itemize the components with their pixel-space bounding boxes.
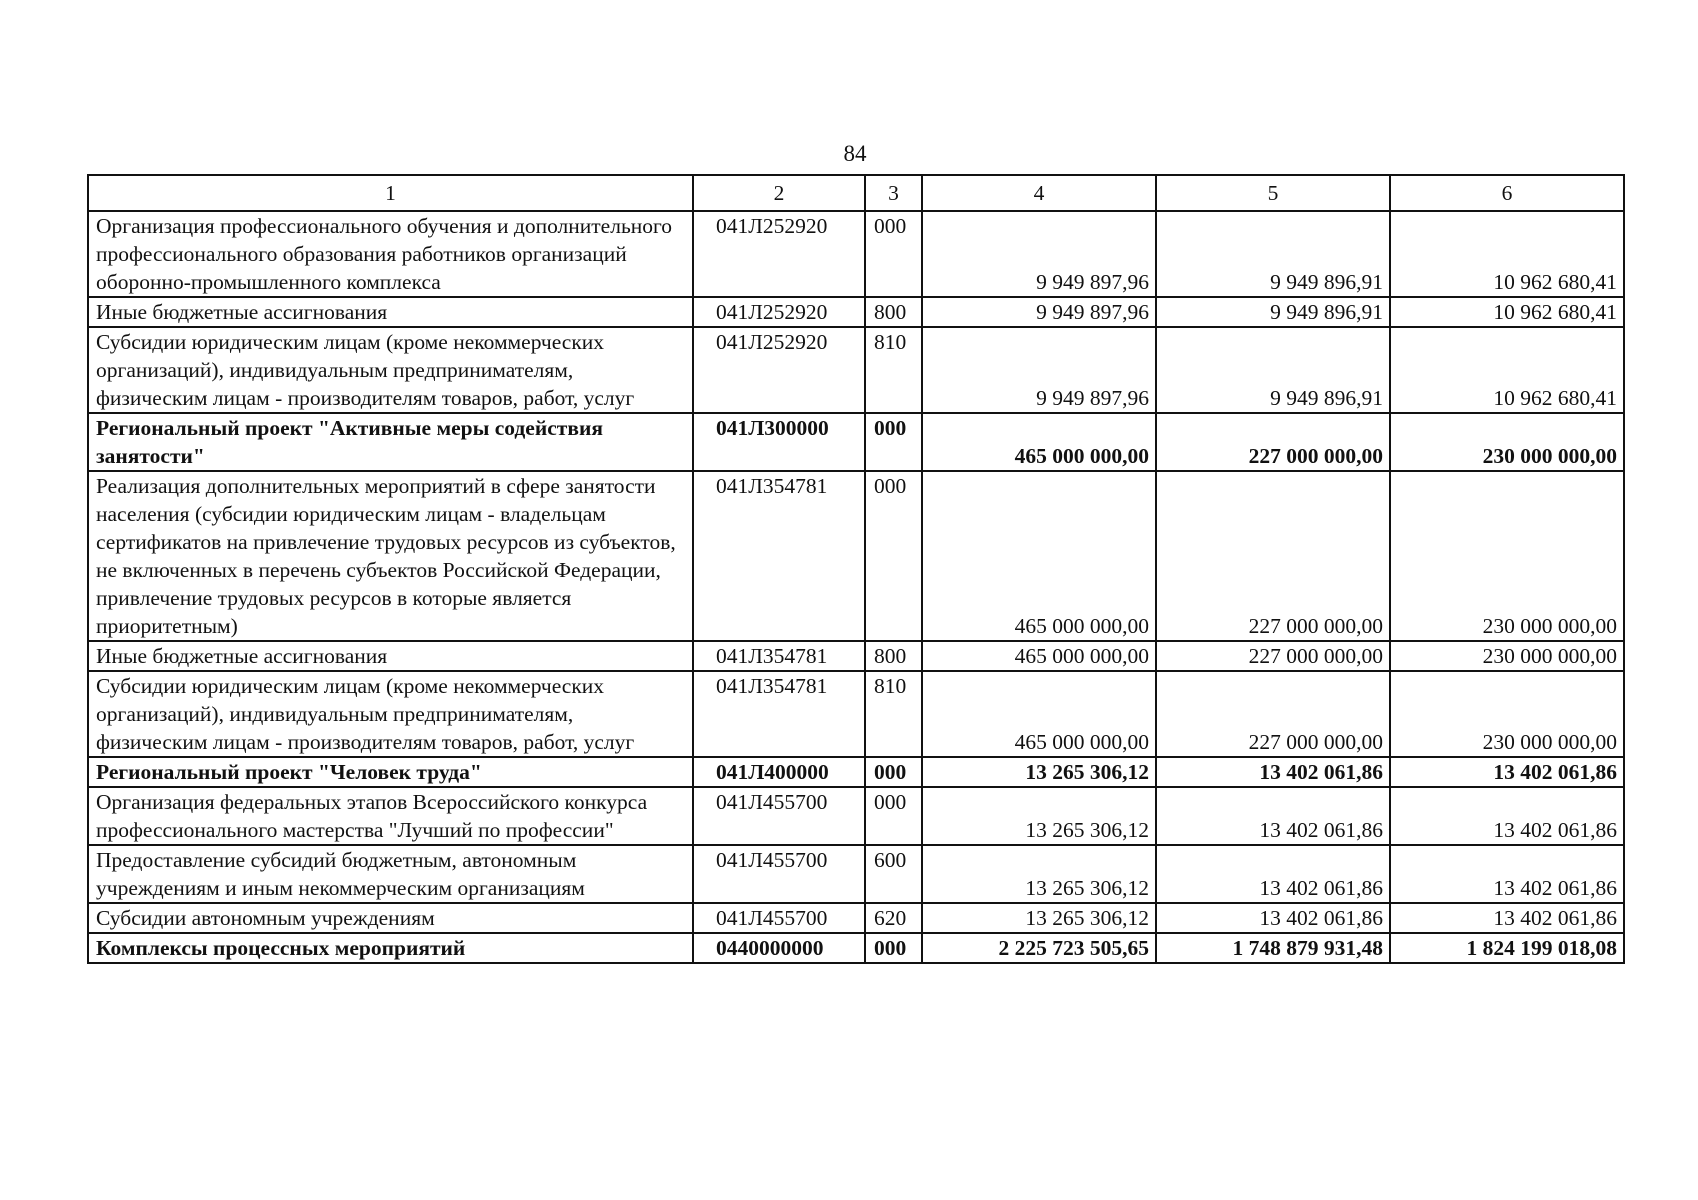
table-header-row xyxy=(88,175,1624,211)
column-header: 1 xyxy=(88,175,693,211)
row-amount-col4: 9 949 897,96 xyxy=(922,211,1156,297)
row-amount-col4: 9 949 897,96 xyxy=(922,327,1156,413)
row-amount-col6: 13 402 061,86 xyxy=(1390,903,1624,933)
row-code: 041Л252920 xyxy=(693,297,865,327)
row-type: 000 xyxy=(865,211,922,297)
table-row-section xyxy=(88,413,1624,471)
table-row xyxy=(88,471,1624,641)
table-row xyxy=(88,327,1624,413)
row-amount-col6: 230 000 000,00 xyxy=(1390,471,1624,641)
row-amount-col6: 230 000 000,00 xyxy=(1390,671,1624,757)
row-type: 000 xyxy=(865,757,922,787)
column-header: 3 xyxy=(865,175,922,211)
row-amount-col5: 227 000 000,00 xyxy=(1156,671,1390,757)
row-amount-col6: 10 962 680,41 xyxy=(1390,327,1624,413)
table-row xyxy=(88,845,1624,903)
row-amount-col4: 465 000 000,00 xyxy=(922,413,1156,471)
row-type: 000 xyxy=(865,413,922,471)
row-type: 000 xyxy=(865,933,922,963)
table-row-section xyxy=(88,933,1624,963)
row-code: 041Л252920 xyxy=(693,211,865,297)
row-amount-col4: 13 265 306,12 xyxy=(922,757,1156,787)
row-name: Иные бюджетные ассигнования xyxy=(88,641,693,671)
row-name: Региональный проект "Активные меры содействия занятости" xyxy=(88,413,693,471)
row-name: Организация профессионального обучения и дополнительного профессионального образования работников организаций оборонно-промышленного комплекса xyxy=(88,211,693,297)
row-amount-col5: 13 402 061,86 xyxy=(1156,845,1390,903)
row-amount-col6: 13 402 061,86 xyxy=(1390,845,1624,903)
row-code: 041Л354781 xyxy=(693,471,865,641)
row-amount-col5: 227 000 000,00 xyxy=(1156,641,1390,671)
row-amount-col4: 465 000 000,00 xyxy=(922,471,1156,641)
row-type: 800 xyxy=(865,297,922,327)
row-name: Субсидии юридическим лицам (кроме некоммерческих организаций), индивидуальным предпринимателям, физическим лицам - производителям товаров, работ, услуг xyxy=(88,327,693,413)
row-code: 041Л354781 xyxy=(693,671,865,757)
row-type: 600 xyxy=(865,845,922,903)
row-amount-col5: 1 748 879 931,48 xyxy=(1156,933,1390,963)
row-amount-col6: 13 402 061,86 xyxy=(1390,757,1624,787)
row-amount-col5: 9 949 896,91 xyxy=(1156,297,1390,327)
row-code: 041Л455700 xyxy=(693,903,865,933)
row-code: 041Л300000 xyxy=(693,413,865,471)
row-amount-col4: 13 265 306,12 xyxy=(922,903,1156,933)
table-row xyxy=(88,671,1624,757)
page-number: 84 xyxy=(843,141,867,166)
row-amount-col5: 9 949 896,91 xyxy=(1156,327,1390,413)
table-row xyxy=(88,297,1624,327)
column-header: 6 xyxy=(1390,175,1624,211)
row-amount-col5: 13 402 061,86 xyxy=(1156,757,1390,787)
row-name: Субсидии юридическим лицам (кроме некоммерческих организаций), индивидуальным предпринимателям, физическим лицам - производителям товаров, работ, услуг xyxy=(88,671,693,757)
row-code: 041Л455700 xyxy=(693,787,865,845)
row-amount-col6: 1 824 199 018,08 xyxy=(1390,933,1624,963)
row-code: 041Л252920 xyxy=(693,327,865,413)
row-amount-col5: 13 402 061,86 xyxy=(1156,787,1390,845)
row-type: 620 xyxy=(865,903,922,933)
row-name: Организация федеральных этапов Всероссийского конкурса профессионального мастерства "Лучший по профессии" xyxy=(88,787,693,845)
row-amount-col4: 13 265 306,12 xyxy=(922,787,1156,845)
table-row xyxy=(88,641,1624,671)
row-amount-col4: 9 949 897,96 xyxy=(922,297,1156,327)
row-name: Комплексы процессных мероприятий xyxy=(88,933,693,963)
row-type: 810 xyxy=(865,327,922,413)
column-header: 2 xyxy=(693,175,865,211)
row-type: 000 xyxy=(865,787,922,845)
table-row xyxy=(88,787,1624,845)
row-name: Предоставление субсидий бюджетным, автономным учреждениям и иным некоммерческим организациям xyxy=(88,845,693,903)
row-amount-col4: 2 225 723 505,65 xyxy=(922,933,1156,963)
row-code: 041Л455700 xyxy=(693,845,865,903)
row-type: 800 xyxy=(865,641,922,671)
row-amount-col6: 10 962 680,41 xyxy=(1390,297,1624,327)
row-name: Реализация дополнительных мероприятий в сфере занятости населения (субсидии юридическим лицам - владельцам сертификатов на привлечение трудовых ресурсов из субъектов, не включенных в перечень субъектов Российской Федерации, привлечение трудовых ресурсов в которые является приоритетным) xyxy=(88,471,693,641)
row-amount-col6: 10 962 680,41 xyxy=(1390,211,1624,297)
row-amount-col4: 13 265 306,12 xyxy=(922,845,1156,903)
table-row-section xyxy=(88,757,1624,787)
row-code: 041Л354781 xyxy=(693,641,865,671)
table-row xyxy=(88,211,1624,297)
column-header: 5 xyxy=(1156,175,1390,211)
row-type: 000 xyxy=(865,471,922,641)
row-amount-col4: 465 000 000,00 xyxy=(922,641,1156,671)
row-name: Региональный проект "Человек труда" xyxy=(88,757,693,787)
row-amount-col6: 13 402 061,86 xyxy=(1390,787,1624,845)
row-amount-col5: 13 402 061,86 xyxy=(1156,903,1390,933)
column-header: 4 xyxy=(922,175,1156,211)
table-row xyxy=(88,903,1624,933)
row-amount-col6: 230 000 000,00 xyxy=(1390,413,1624,471)
row-name: Субсидии автономным учреждениям xyxy=(88,903,693,933)
row-code: 041Л400000 xyxy=(693,757,865,787)
budget-table xyxy=(87,174,1625,964)
row-amount-col5: 227 000 000,00 xyxy=(1156,471,1390,641)
row-code: 0440000000 xyxy=(693,933,865,963)
row-amount-col5: 227 000 000,00 xyxy=(1156,413,1390,471)
row-type: 810 xyxy=(865,671,922,757)
row-amount-col5: 9 949 896,91 xyxy=(1156,211,1390,297)
row-amount-col4: 465 000 000,00 xyxy=(922,671,1156,757)
row-name: Иные бюджетные ассигнования xyxy=(88,297,693,327)
row-amount-col6: 230 000 000,00 xyxy=(1390,641,1624,671)
